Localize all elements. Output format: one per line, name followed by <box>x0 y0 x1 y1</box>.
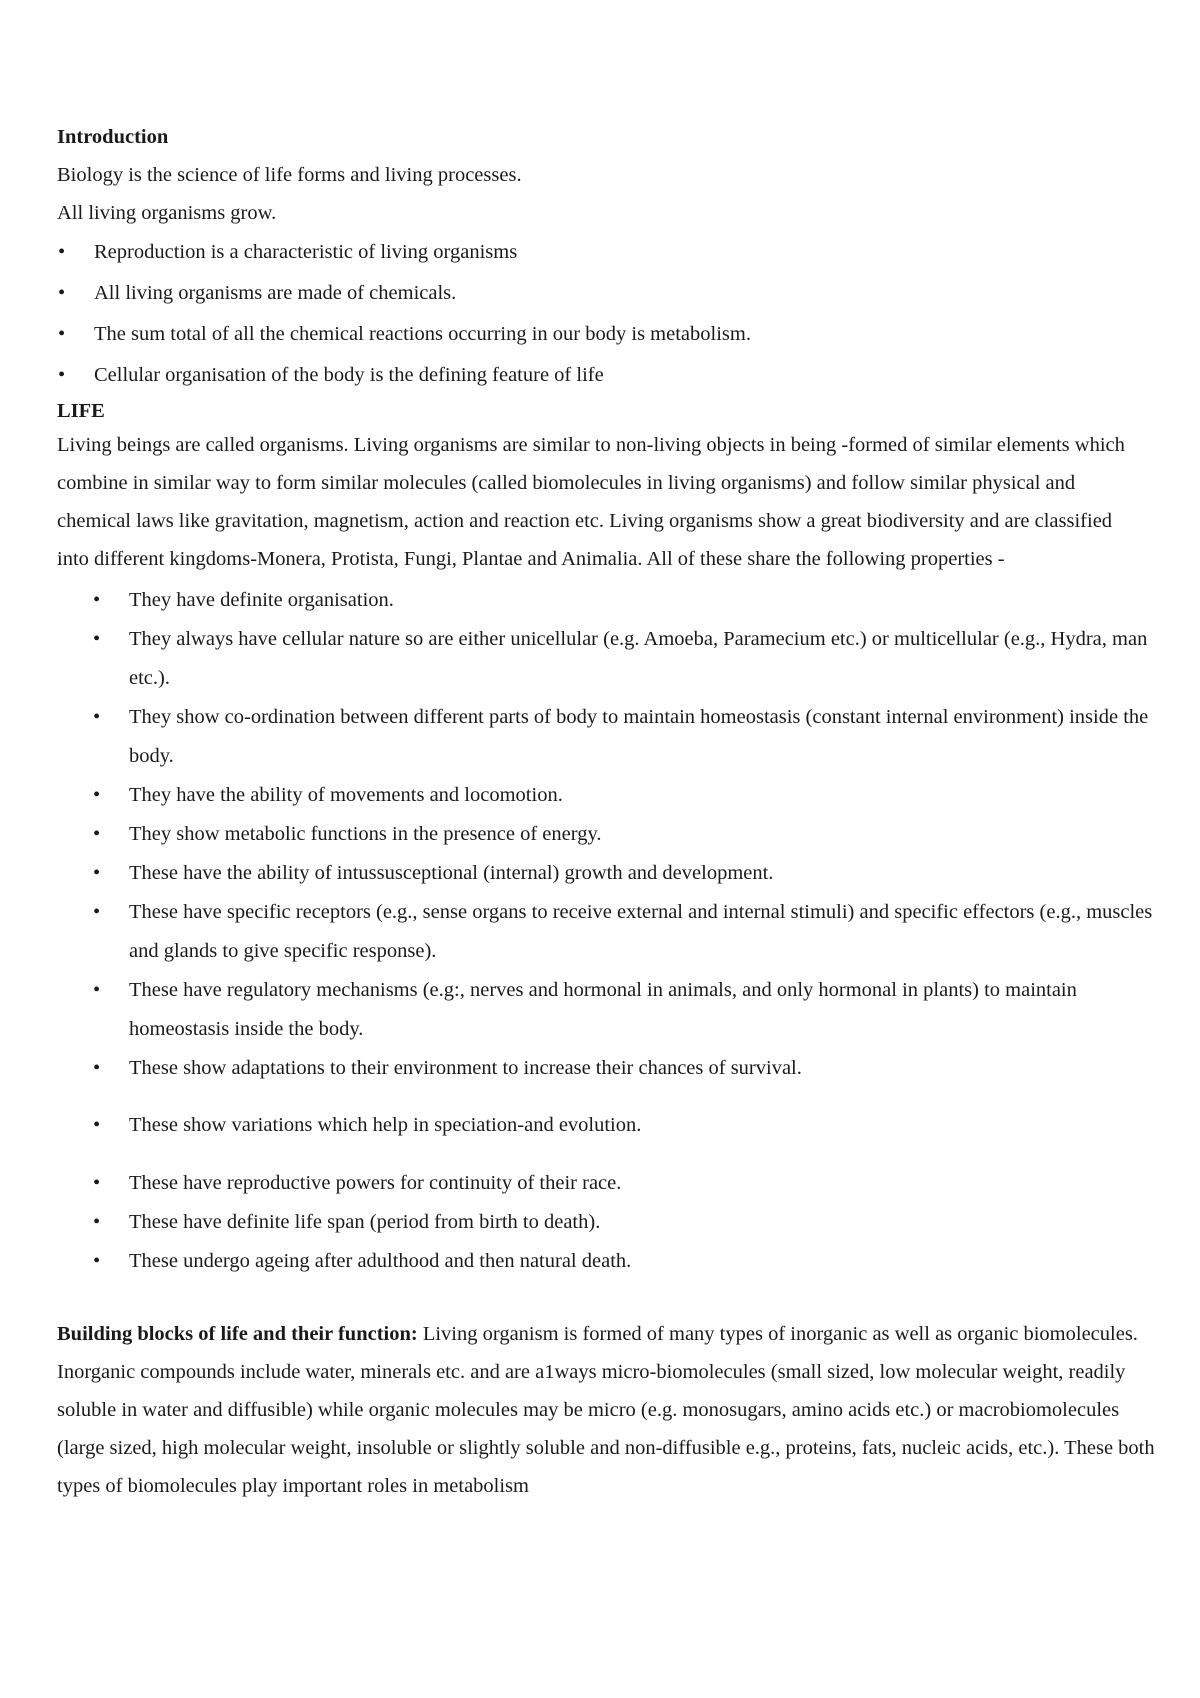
property-item <box>57 1049 1157 1088</box>
bullet-icon: • <box>93 784 101 806</box>
property-item <box>57 776 1157 815</box>
building-blocks-text: Living organism is formed of many types of inorganic as well as organic biomolecules. Inorganic compounds include water, minerals etc. and are a1ways micro-biomolecules (small sized, low molecular weight, readily soluble in water and diffusible) while organic molecules may be micro (e.g. monosugars, amino acids etc.) or macrobiomolecules (large sized, high molecular weight, insoluble or slightly soluble and non-diffusible e.g., proteins, fats, nucleic acids, etc.). These both types of biomolecules play important roles in metabolism <box>57 1323 1155 1497</box>
document-page <box>57 118 1157 1505</box>
property-text: These undergo ageing after adulthood and then natural death. <box>129 1250 632 1272</box>
bullet-icon: • <box>93 823 101 845</box>
property-item <box>57 698 1157 776</box>
intro-line-1: Biology is the science of life forms and living processes. <box>57 164 522 186</box>
property-item <box>57 971 1157 1049</box>
property-text: They show co-ordination between different parts of body to maintain homeostasis (constant internal environment) inside the body. <box>129 706 1149 767</box>
bullet-icon: • <box>93 1172 101 1194</box>
property-item <box>57 620 1157 698</box>
property-item <box>57 1164 1157 1203</box>
bullet-icon: • <box>58 241 66 263</box>
property-item <box>57 581 1157 620</box>
building-blocks-heading: Building blocks of life and their function: <box>57 1323 418 1345</box>
intro-bullet-text: Reproduction is a characteristic of living organisms <box>94 241 518 263</box>
property-text: These show adaptations to their environment to increase their chances of survival. <box>129 1057 802 1079</box>
life-paragraph: Living beings are called organisms. Living organisms are similar to non-living objects in being -formed of similar elements which combine in similar way to form similar molecules (called biomolecules in living organisms) and follow similar physical and chemical laws like gravitation, magnetism, action and reaction etc. Living organisms show a great biodiversity and are classified into different kingdoms-Monera, Protista, Fungi, Plantae and Animalia. All of these share the following properties - <box>57 434 1125 570</box>
property-text: These have specific receptors (e.g., sense organs to receive external and internal stimuli) and specific effectors (e.g., muscles and glands to give specific response). <box>129 901 1153 962</box>
property-item <box>57 1242 1157 1281</box>
life-heading: LIFE <box>57 400 105 422</box>
bullet-icon: • <box>93 1057 101 1079</box>
property-text: These show variations which help in speciation-and evolution. <box>129 1114 642 1136</box>
property-text: They have definite organisation. <box>129 589 394 611</box>
property-text: These have the ability of intussusceptional (internal) growth and development. <box>129 862 774 884</box>
intro-line-2: All living organisms grow. <box>57 202 277 224</box>
bullet-icon: • <box>93 862 101 884</box>
property-text: These have definite life span (period from birth to death). <box>129 1211 601 1233</box>
bullet-icon: • <box>93 706 101 728</box>
property-item <box>57 893 1157 971</box>
intro-bullet-text: All living organisms are made of chemicals. <box>94 282 457 304</box>
bullet-icon: • <box>93 1211 101 1233</box>
bullet-icon: • <box>93 1250 101 1272</box>
intro-bullet-text: Cellular organisation of the body is the defining feature of life <box>94 364 604 386</box>
property-text: They have the ability of movements and locomotion. <box>129 784 563 806</box>
property-item <box>57 815 1157 854</box>
property-text: They always have cellular nature so are either unicellular (e.g. Amoeba, Paramecium etc.) or multicellular (e.g., Hydra, man etc.). <box>129 628 1148 689</box>
property-item <box>57 1203 1157 1242</box>
intro-heading: Introduction <box>57 126 169 148</box>
intro-bullet-item <box>57 232 1157 273</box>
bullet-icon: • <box>58 323 66 345</box>
life-properties-list <box>57 581 1157 1281</box>
intro-bullet-item <box>57 273 1157 314</box>
property-text: These have reproductive powers for continuity of their race. <box>129 1172 622 1194</box>
bullet-icon: • <box>93 628 101 650</box>
intro-bullet-item <box>57 314 1157 355</box>
bullet-icon: • <box>58 282 66 304</box>
bullet-icon: • <box>58 364 66 386</box>
building-blocks-paragraph <box>57 1315 1157 1505</box>
bullet-icon: • <box>93 589 101 611</box>
bullet-icon: • <box>93 1114 101 1136</box>
intro-bullet-item <box>57 355 1157 396</box>
property-item <box>57 854 1157 893</box>
bullet-icon: • <box>93 901 101 923</box>
property-text: These have regulatory mechanisms (e.g:, nerves and hormonal in animals, and only hormonal in plants) to maintain homeostasis inside the body. <box>129 979 1077 1040</box>
property-item <box>57 1106 1157 1145</box>
property-text: They show metabolic functions in the presence of energy. <box>129 823 602 845</box>
intro-bullet-list <box>57 232 1157 396</box>
intro-bullet-text: The sum total of all the chemical reactions occurring in our body is metabolism. <box>94 323 751 345</box>
bullet-icon: • <box>93 979 101 1001</box>
